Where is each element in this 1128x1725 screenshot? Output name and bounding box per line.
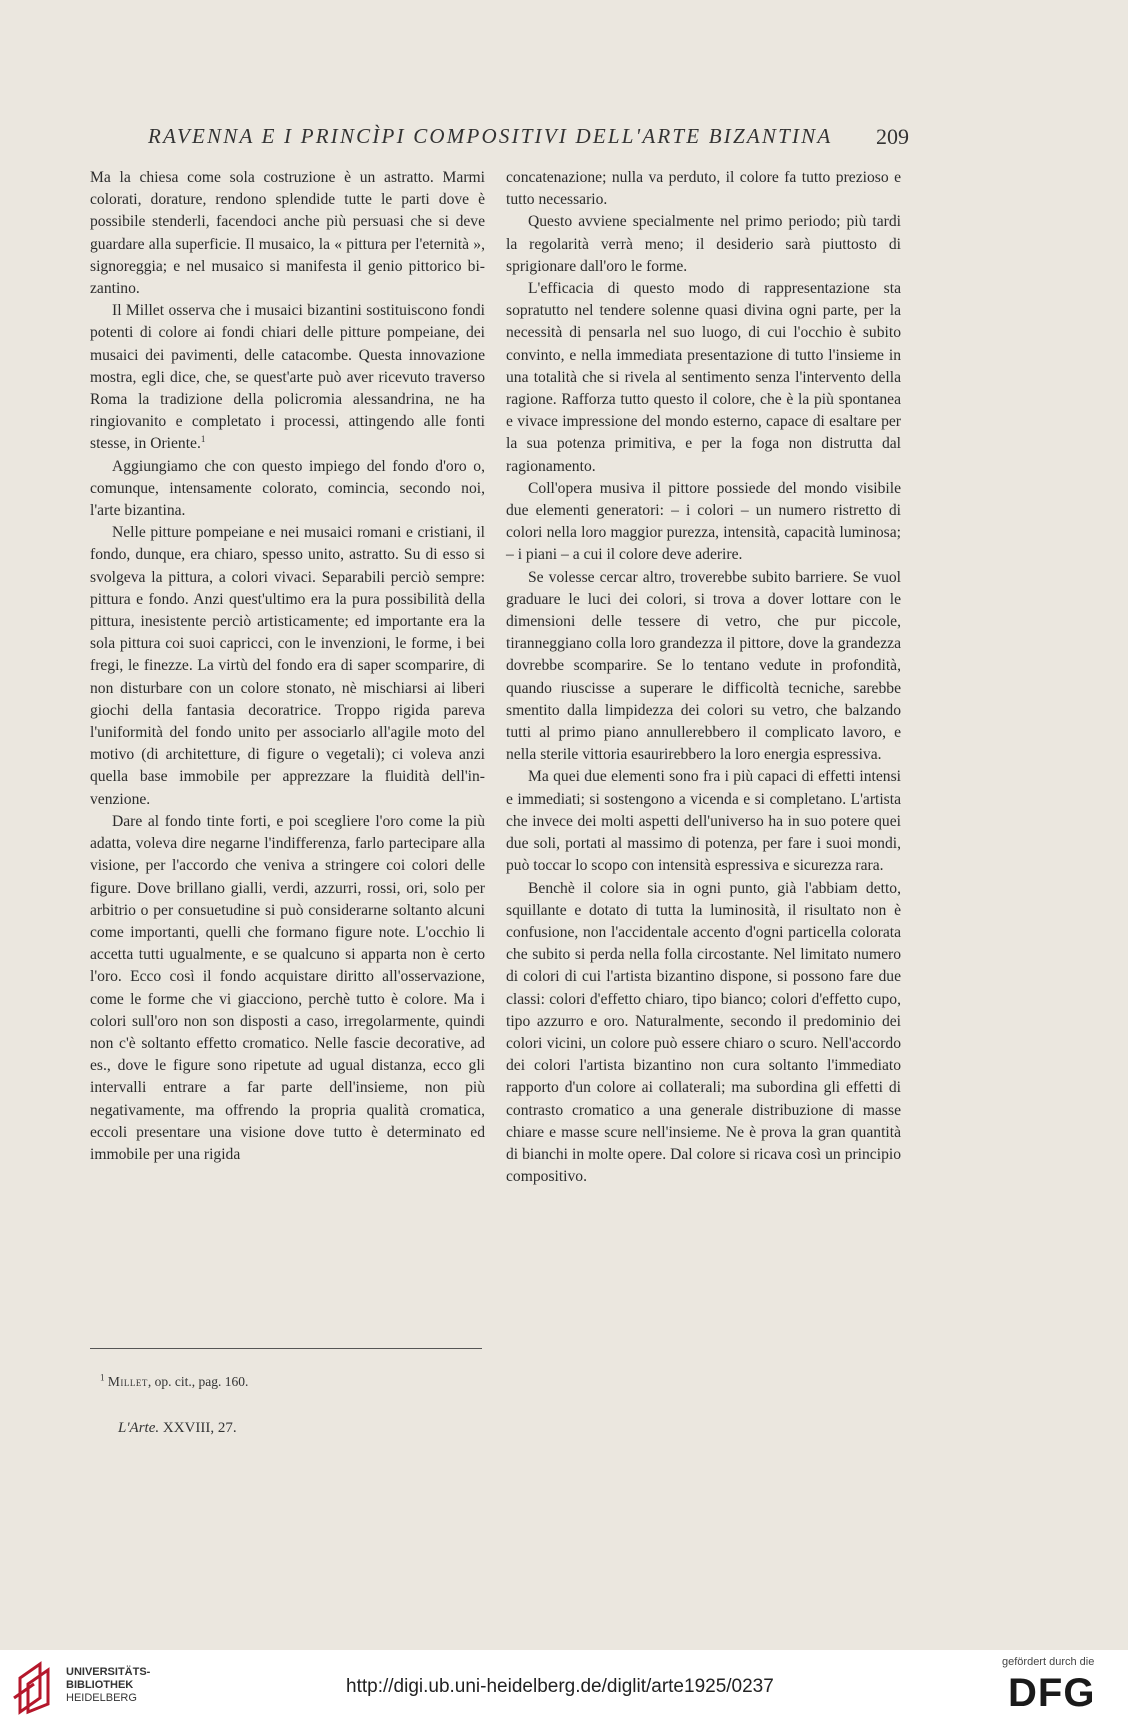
paragraph: Dare al fondo tinte forti, e poi scegliere l'oro come la più adatta, voleva dire negarne l'indifferenza, farlo partecipare alla visione, per l'accordo che veniva a stringere coi colori delle figure. Dove brillano gialli, verdi, azzurri, rossi, ori, solo per arbitrio o per consuetudine si può considerarne soltanto alcuni come importanti, quelli che formano figure note. L'occhio li accetta tutti ugualmente, e se qualcuno si apparta non è certo l'oro. Ecco così il fondo acquistare diritto all'osservazione, come le forme che vi giacciono, perchè tutto è colore. Ma i colori sull'oro non son disposti a caso, irregolarmente, quindi non c'è soltanto effetto cromatico. Nelle fascie decorative, ad es., dove le figure sono ripetute ad ugual distanza, ecco gli intervalli entrare a far parte dell'insieme, non più negativamente, ma offrendo la propria qualità cromatica, eccoli presentare una visione dove tutto è determinato ed immobile per una rigida xyxy=(90,812,485,1163)
footnote xyxy=(100,1374,248,1390)
footnote-author: Millet xyxy=(107,1374,148,1389)
page-number: 209 xyxy=(876,124,909,149)
paragraph: Ma la chiesa come sola costruzione è un astratto. Marmi colorati, dorature, rendono splendide tutte le parti dove è possibile stenderli, facendoci anche più persuasi che si deve guardare alla superficie. Il musaico, la « pittura per l'eternità », signoreggia; e nel musaico si manifesta il genio pittorico bizantino. xyxy=(90,169,485,298)
paragraph: L'efficacia di questo modo di rappresentazione sta sopratutto nel tendere solenne quasi divina ogni parte, per la necessità di pensarla nel suo luogo, di cui l'occhio è subito convinto, e nella immediata presentazione di tutto l'insieme in una totalità che si rivela al sentimento senza l'intervento della ragione. Rafforza tutto questo il colore, che è la più spontanea e vivace impressione del mondo esterno, capace di esaltare per la sua potenza primitiva, e per la foga non distrutta dal ragionamento. xyxy=(506,280,901,475)
signature-volume: XXVIII, 27. xyxy=(159,1420,237,1436)
library-line: UNIVERSITÄTS- xyxy=(66,1666,151,1678)
paragraph: Coll'opera musiva il pittore possiede del mondo visibile due elementi generatori: – i colori – un numero ristretto di colori nella loro maggior purezza, intensità, capacità luminosa; – i piani – a cui il colore deve aderire. xyxy=(506,479,901,564)
paragraph: Questo avviene specialmente nel primo periodo; più tardi la regolarità verrà meno; il desiderio sarà piuttosto di sprigionare dall'oro le forme. xyxy=(506,213,901,275)
left-column xyxy=(90,167,485,1166)
paragraph: Benchè il colore sia in ogni punto, già l'abbiam detto, squillante e dotato di tutta la luminosità, il risultato non è confusione, non l'accidentale accento d'ogni particella colorata che subito si perda nella folla circostante. Nel limitato numero di colori di cui l'artista bizantino dispone, si possono fare due classi: colori d'effetto chiaro, tipo bianco; colori d'effetto cupo, tipo azzurro e oro. Naturalmente, secondo il predominio dei colori vicini, un colore può essere chiaro o scuro. Nell'accordo dei colori l'artista bizantino non cura soltanto l'immediato rapporto d'un colore ai collaterali; ma subordina gli effetti di contrasto cromatico a una generale distribuzione di masse chiare e masse scure nell'insieme. Ne è prova la gran quantità di bianchi in molte opere. Dal colore si ricava così un principio compositivo. xyxy=(506,879,901,1186)
footnote-marker[interactable]: 1 xyxy=(200,434,206,445)
footnote-reference: , op. cit., pag. 160. xyxy=(147,1374,249,1389)
university-library-logo-icon[interactable] xyxy=(10,1658,58,1716)
paragraph: concatenazione; nulla va perduto, il colore fa tutto prezioso e tutto necessario. xyxy=(506,169,901,209)
paragraph: Aggiungiamo che con questo impiego del fondo d'oro o, comunque, intensamente colorato, comincia, secondo noi, l'arte bizantina. xyxy=(90,457,485,520)
paragraph: Ma quei due elementi sono fra i più capaci di effetti intensi e immediati; si sostengono a vicenda e si completano. L'artista che invece dei molti aspetti dell'universo ha in suo potere quei due soli, portati al massimo di potenza, per fare i suoi mondi, può toccar lo scopo con intensità espressiva e sicurezza rara. xyxy=(506,768,901,875)
sponsor-label: gefördert durch die xyxy=(1002,1656,1095,1668)
paragraph: Nelle pitture pompeiane e nei musaici romani e cristiani, il fondo, dunque, era chiaro, spesso unito, astratto. Su di esso si svolgeva la pittura, a colori vivaci. Separabili perciò sempre: pittura e fondo. Anzi quest'ultimo era la pura possibilità della pittura, inesistente perciò artisticamente; ed importante era la sola pittura coi suoi capricci, con le invenzioni, le forme, i bei fregi, le finezze. La virtù del fondo era di saper scomparire, di non disturbare con un colore stonato, nè mischiarsi ai liberi giochi della fantasia decoratrice. Troppo rigida pareva l'uniformità del fondo unito per associarlo all'agile moto del motivo (di architetture, di figure o vegetali); ci voleva anzi quella base immobile per apprezzare la fluidità dell'invenzione. xyxy=(90,524,485,808)
library-line: BIBLIOTHEK xyxy=(66,1679,134,1691)
printer-signature xyxy=(118,1420,237,1437)
right-column xyxy=(506,167,901,1188)
library-name xyxy=(66,1666,150,1705)
paragraph: Il Millet osserva che i musaici bizantini sostituiscono fondi potenti di colore ai fondi chiari delle pitture pompeiane, dei musaici dei pavimenti, delle catacombe. Questa innovazione mostra, egli dice, che, se quest'arte può aver ricevuto traverso Roma la tradizione della policromia alessandrina, ne ha ringiovanito e completato i processi, attingendo alle fonti stesse, in Oriente.$^1$ xyxy=(90,302,485,453)
footnote-number: 1 xyxy=(100,1372,105,1383)
footnote-rule xyxy=(90,1348,482,1349)
dfg-logo[interactable]: DFG xyxy=(1008,1671,1096,1715)
running-title: RAVENNA E I PRINCÌPI COMPOSITIVI DELL'ARTE BIZANTINA xyxy=(148,124,833,148)
signature-journal: L'Arte. xyxy=(118,1420,160,1436)
library-line: HEIDELBERG xyxy=(66,1692,137,1704)
permalink-url[interactable]: http://digi.ub.uni-heidelberg.de/diglit/arte1925/0237 xyxy=(346,1676,774,1697)
paragraph: Se volesse cercar altro, troverebbe subito barriere. Se vuol graduare le luci dei colori, si trova a dover lottare con le dimensioni delle tessere di vetro, che pur piccole, tiranneggiano colla loro grandezza il pittore, dove la grandezza dovrebbe scomparire. Se lo tentano vedute in profondità, quando riuscisse a superare le difficoltà tecniche, sarebbe smentito dalla limpidezza dei colori su vetro, che balzando tutti al primo piano annullerebbero il complicato lavoro, e nella sterile vittoria esaurirebbero la loro energia espressiva. xyxy=(506,568,901,764)
